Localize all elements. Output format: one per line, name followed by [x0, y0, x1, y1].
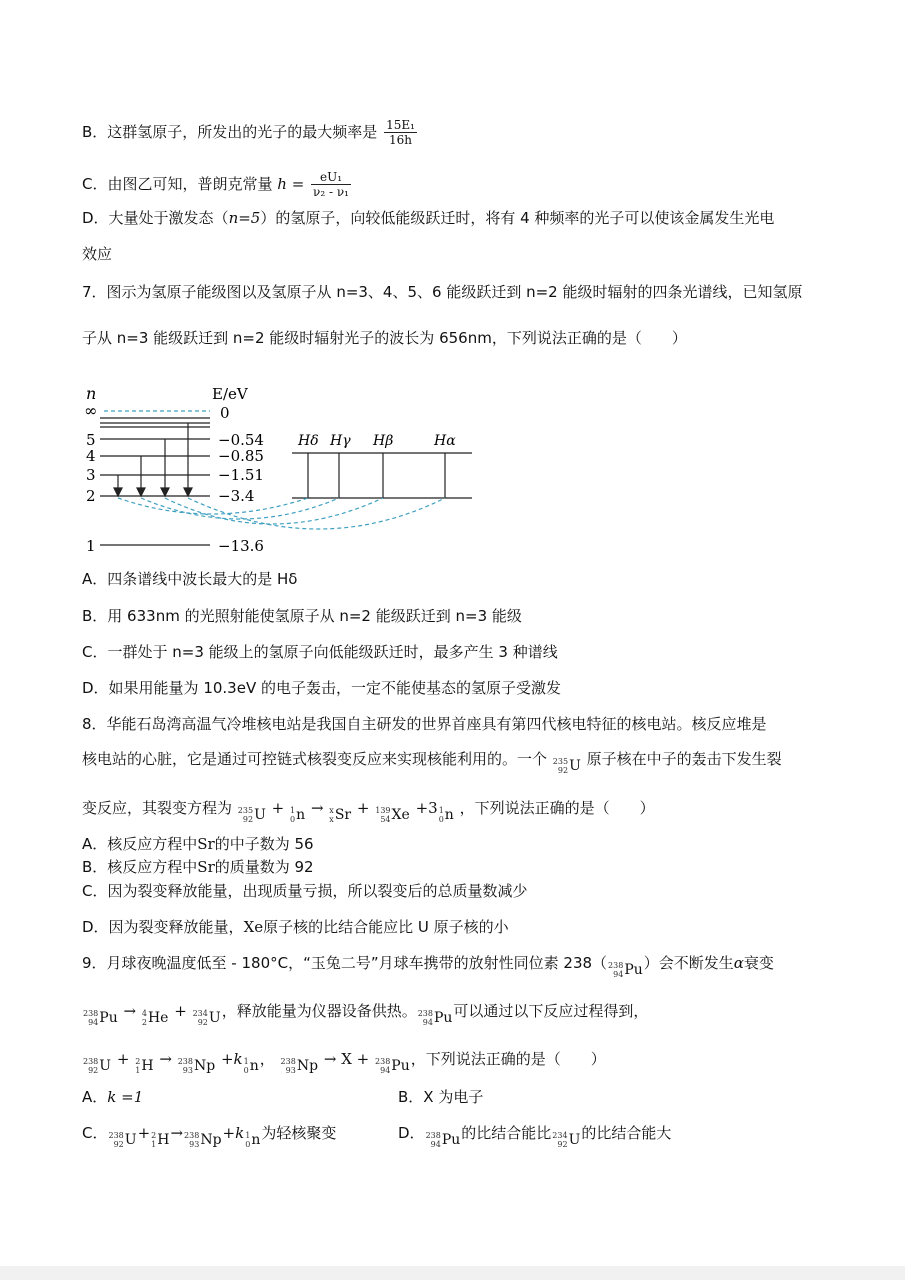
op: + [415, 799, 429, 817]
nuclide-u235: 235 92 U [237, 806, 266, 824]
text: 原子核在中子的轰击下发生裂 [586, 750, 782, 768]
fraction-numerator: 15E₁ [386, 118, 415, 132]
q6-option-d [82, 207, 774, 229]
nuclide-u238: 238 92 U [83, 1057, 112, 1075]
q7-option-c: C．一群处于 n=3 能级上的氢原子向低能级跃迁时，最多产生 3 种谱线 [82, 643, 558, 661]
level-n-3: 3 [86, 466, 96, 484]
text: C． [82, 1124, 108, 1142]
nuclide-np238: 238 93 Np [184, 1131, 222, 1149]
nuclide-n: 1 0 n [243, 1057, 259, 1075]
q7-stem-line1: 7．图示为氢原子能级图以及氢原子从 n=3、4、5、6 能级跃迁到 n=2 能级时辐射的四条光谱线，已知氢原 [82, 283, 803, 301]
level-n-5: 5 [86, 431, 96, 449]
op: + [174, 1002, 187, 1020]
op: → [159, 1050, 172, 1068]
q9-option-d [398, 1122, 671, 1151]
q6-option-c: C．由图乙可知，普朗克常量 h = $\frac{\text{eU₁}}{\text{ν₂ - ν₁}}$ [82, 170, 349, 199]
fraction-denominator: ν₂ - ν₁ [313, 185, 349, 199]
op: + [137, 1124, 151, 1142]
nuclide-u234: 234 92 U [552, 1131, 581, 1149]
q9-stem-line2 [82, 1000, 648, 1029]
q8-option-d [82, 916, 509, 938]
line-label-hbeta: Hβ [373, 433, 394, 449]
op: → [323, 1050, 337, 1068]
level-e-3: −1.51 [218, 466, 264, 484]
page-bottom-strip [0, 1266, 905, 1280]
coef: 3 [428, 799, 438, 817]
nuclide-h2: 2 1 H [151, 1131, 170, 1149]
nuclide-pu238: 238 94 Pu [608, 961, 643, 979]
op: + [356, 799, 370, 817]
nuclide-n: 1 0 n [438, 806, 454, 824]
text: ，下列说法正确的是（ ） [459, 799, 655, 817]
level-e-inf: 0 [220, 404, 230, 422]
q8-stem-line1: 8．华能石岛湾高温气冷堆核电站是我国自主研发的世界首座具有第四代核电特征的核电站。核反应堆是 [82, 715, 767, 733]
text: 衰变 [743, 954, 774, 972]
op: + [356, 1050, 370, 1068]
nuclide-he4: 4 2 He [141, 1009, 169, 1027]
nuclide-np238: 238 93 Np [177, 1057, 216, 1075]
text: A． [82, 1088, 108, 1106]
q8-option-c: C．因为裂变释放能量，出现质量亏损，所以裂变后的总质量数减少 [82, 882, 528, 900]
q6-option-d-cont: 效应 [82, 245, 113, 263]
q8-stem-line3 [82, 797, 655, 826]
q7-option-a: A．四条谱线中波长最大的是 Hδ [82, 570, 298, 588]
op: + [222, 1124, 236, 1142]
symbol-x: X [341, 1050, 352, 1068]
text: ）会不断发生 [643, 954, 734, 972]
level-n-1: 1 [86, 537, 96, 555]
nuclide-sr: x x Sr [329, 806, 352, 824]
q7-option-d: D．如果用能量为 10.3eV 的电子轰击，一定不能使基态的氢原子受激发 [82, 679, 561, 697]
symbol: Xe [243, 918, 264, 936]
q7-stem-line2: 子从 n=3 能级跃迁到 n=2 能级时辐射光子的波长为 656nm，下列说法正确的是（ ） [82, 329, 687, 347]
fraction-numerator: eU₁ [311, 170, 351, 185]
connecting-curves [118, 498, 445, 529]
nuclide-n: 1 0 n [290, 806, 306, 824]
energy-level-diagram [80, 380, 480, 558]
q8-stem-line2 [82, 748, 782, 777]
math: n=5 [228, 209, 261, 227]
op: + [116, 1050, 130, 1068]
nuclide-xe: 139 54 Xe [375, 806, 410, 824]
math: k =1 [107, 1088, 144, 1106]
line-label-hgamma: Hγ [330, 433, 351, 449]
op: + [271, 799, 285, 817]
nuclide-n: 1 0 n [245, 1131, 261, 1149]
text: 的比结合能比 [461, 1124, 552, 1142]
level-e-1: −13.6 [218, 537, 264, 555]
nuclide-pu238: 238 94 Pu [425, 1131, 461, 1149]
symbol: Sr [197, 835, 215, 853]
nuclide-np238: 238 93 Np [280, 1057, 319, 1075]
nuclide-h2: 2 1 H [135, 1057, 154, 1075]
text: 核电站的心脏，它是通过可控链式核裂变反应来实现核能利用的。一个 [82, 750, 548, 768]
q9-option-a [82, 1086, 143, 1108]
text: 9．月球夜晚温度低至 - 180°C，“玉兔二号”月球车携带的放射性同位素 238（ [82, 954, 608, 972]
q6-option-b-text: B．这群氢原子，所发出的光子的最大频率是 [82, 123, 378, 141]
text: ，释放能量为仪器设备供热。 [221, 1002, 417, 1020]
alpha-symbol: α [733, 954, 744, 972]
level-n-2: 2 [86, 487, 96, 505]
q7-option-b: B．用 633nm 的光照射能使氢原子从 n=2 能级跃迁到 n=3 能级 [82, 607, 522, 625]
text: 的比结合能大 [581, 1124, 672, 1142]
text: 的中子数为 56 [214, 835, 314, 853]
op: → [170, 1124, 184, 1142]
text: 可以通过以下反应过程得到， [453, 1002, 649, 1020]
q9-stem-line3: 238 92 U + 2 1 H → 238 93 Np +k 1 0 n ， 238 93 Np → X + 238 94 Pu ，下列说法正确的是（ ） [83, 1050, 606, 1075]
coef-k: k [233, 1050, 243, 1068]
op: → [123, 1002, 137, 1020]
text: ，下列说法正确的是（ ） [410, 1050, 606, 1068]
q9-option-b: B．X 为电子 [398, 1088, 484, 1106]
q6-option-b [82, 118, 419, 147]
text: 原子核的比结合能应比 U 原子核的小 [263, 918, 509, 936]
nuclide-pu238: 238 94 Pu [417, 1009, 453, 1027]
transition-arrows [114, 423, 192, 496]
level-e-4: −0.85 [218, 447, 264, 465]
nuclide-u235: 235 92 U [552, 757, 581, 775]
op: → [310, 799, 324, 817]
n-axis-label: n [86, 384, 97, 403]
q6-option-c-text: C．由图乙可知，普朗克常量 [82, 175, 273, 193]
e-axis-label: E/eV [212, 385, 248, 403]
fraction [311, 170, 351, 199]
text: 为轻核聚变 [261, 1124, 337, 1142]
q9-stem-line1 [82, 952, 774, 981]
q8-option-b [82, 856, 314, 878]
nuclide-u234: 234 92 U [192, 1009, 221, 1027]
q8-option-a [82, 833, 314, 855]
coef-k: k [235, 1124, 245, 1142]
level-e-5: −0.54 [218, 431, 264, 449]
level-n-4: 4 [86, 447, 96, 465]
text: 的质量数为 92 [214, 858, 314, 876]
level-n-inf: ∞ [84, 401, 98, 420]
text: B．核反应方程中 [82, 858, 198, 876]
nuclide-pu238: 238 94 Pu [375, 1057, 410, 1075]
nuclide-pu238: 238 94 Pu [83, 1009, 118, 1027]
text: 变反应，其裂变方程为 [82, 799, 233, 817]
text: A．核反应方程中 [82, 835, 198, 853]
symbol: Sr [197, 858, 215, 876]
line-label-halpha: Hα [434, 433, 456, 449]
text: D．因为裂变释放能量， [82, 918, 244, 936]
text: ）的氢原子，向较低能级跃迁时，将有 4 种频率的光子可以使该金属发生光电 [260, 209, 775, 227]
op: + [220, 1050, 234, 1068]
text: D． [398, 1124, 425, 1142]
nuclide-u238: 238 92 U [108, 1131, 137, 1149]
fraction-denominator: 16h [389, 133, 412, 147]
text: D．大量处于激发态（ [82, 209, 229, 227]
q9-option-c [82, 1122, 336, 1151]
planck-symbol: h [277, 175, 287, 193]
fraction [384, 118, 417, 147]
level-e-2: −3.4 [218, 487, 255, 505]
line-label-hdelta: Hδ [298, 433, 319, 449]
